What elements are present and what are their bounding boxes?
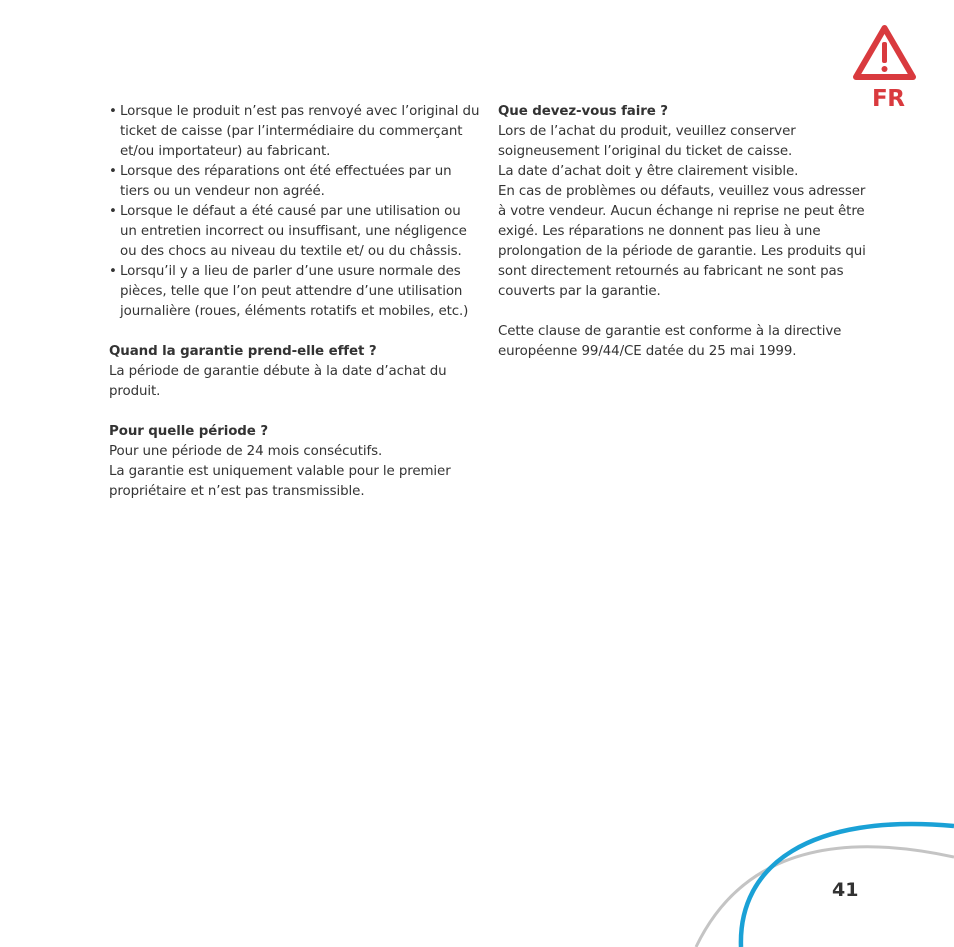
section-body-line: En cas de problèmes ou défauts, veuillez vous adresser à votre vendeur. Aucun échange ni reprise ne peut être exigé. Les réparations ne donnent pas lieu à une prolongation de la période de garantie. Les produits qui sont directement retournés au fabricant ne sont pas couverts par la garantie. [498, 184, 866, 299]
page-number: 41 [832, 879, 859, 901]
gray-arc [696, 847, 954, 947]
section-body-line: Pour une période de 24 mois consécutifs. [109, 444, 383, 459]
language-code: FR [872, 86, 905, 112]
list-item: • Lorsque le défaut a été causé par une utilisation ou un entretien incorrect ou insuffisant, une négligence ou des chocs au niveau du textile et/ ou du châssis. [109, 202, 481, 262]
clause-text: Cette clause de garantie est conforme à la directive européenne 99/44/CE datée du 25 mai 1999. [498, 324, 842, 359]
list-item: • Lorsque le produit n’est pas renvoyé avec l’original du ticket de caisse (par l’intermédiaire du commerçant et/ou importateur) au fabricant. [109, 102, 481, 162]
section-heading: Pour quelle période ? [109, 424, 268, 439]
list-item: • Lorsqu’il y a lieu de parler d’une usure normale des pièces, telle que l’on peut attendre d’une utilisation journalière (roues, éléments rotatifs et mobiles, etc.) [109, 262, 481, 322]
section-body-line: Lors de l’achat du produit, veuillez conserver soigneusement l’original du ticket de caisse. [498, 124, 796, 159]
section-body-line: La date d’achat doit y être clairement visible. [498, 164, 799, 179]
section-heading: Que devez-vous faire ? [498, 104, 668, 119]
list-item: • Lorsque des réparations ont été effectuées par un tiers ou un vendeur non agréé. [109, 162, 481, 202]
section-body: La période de garantie débute à la date d’achat du produit. [109, 364, 447, 399]
section-body-line: La garantie est uniquement valable pour le premier propriétaire et n’est pas transmissible. [109, 464, 451, 499]
section-heading: Quand la garantie prend-elle effet ? [109, 344, 377, 359]
